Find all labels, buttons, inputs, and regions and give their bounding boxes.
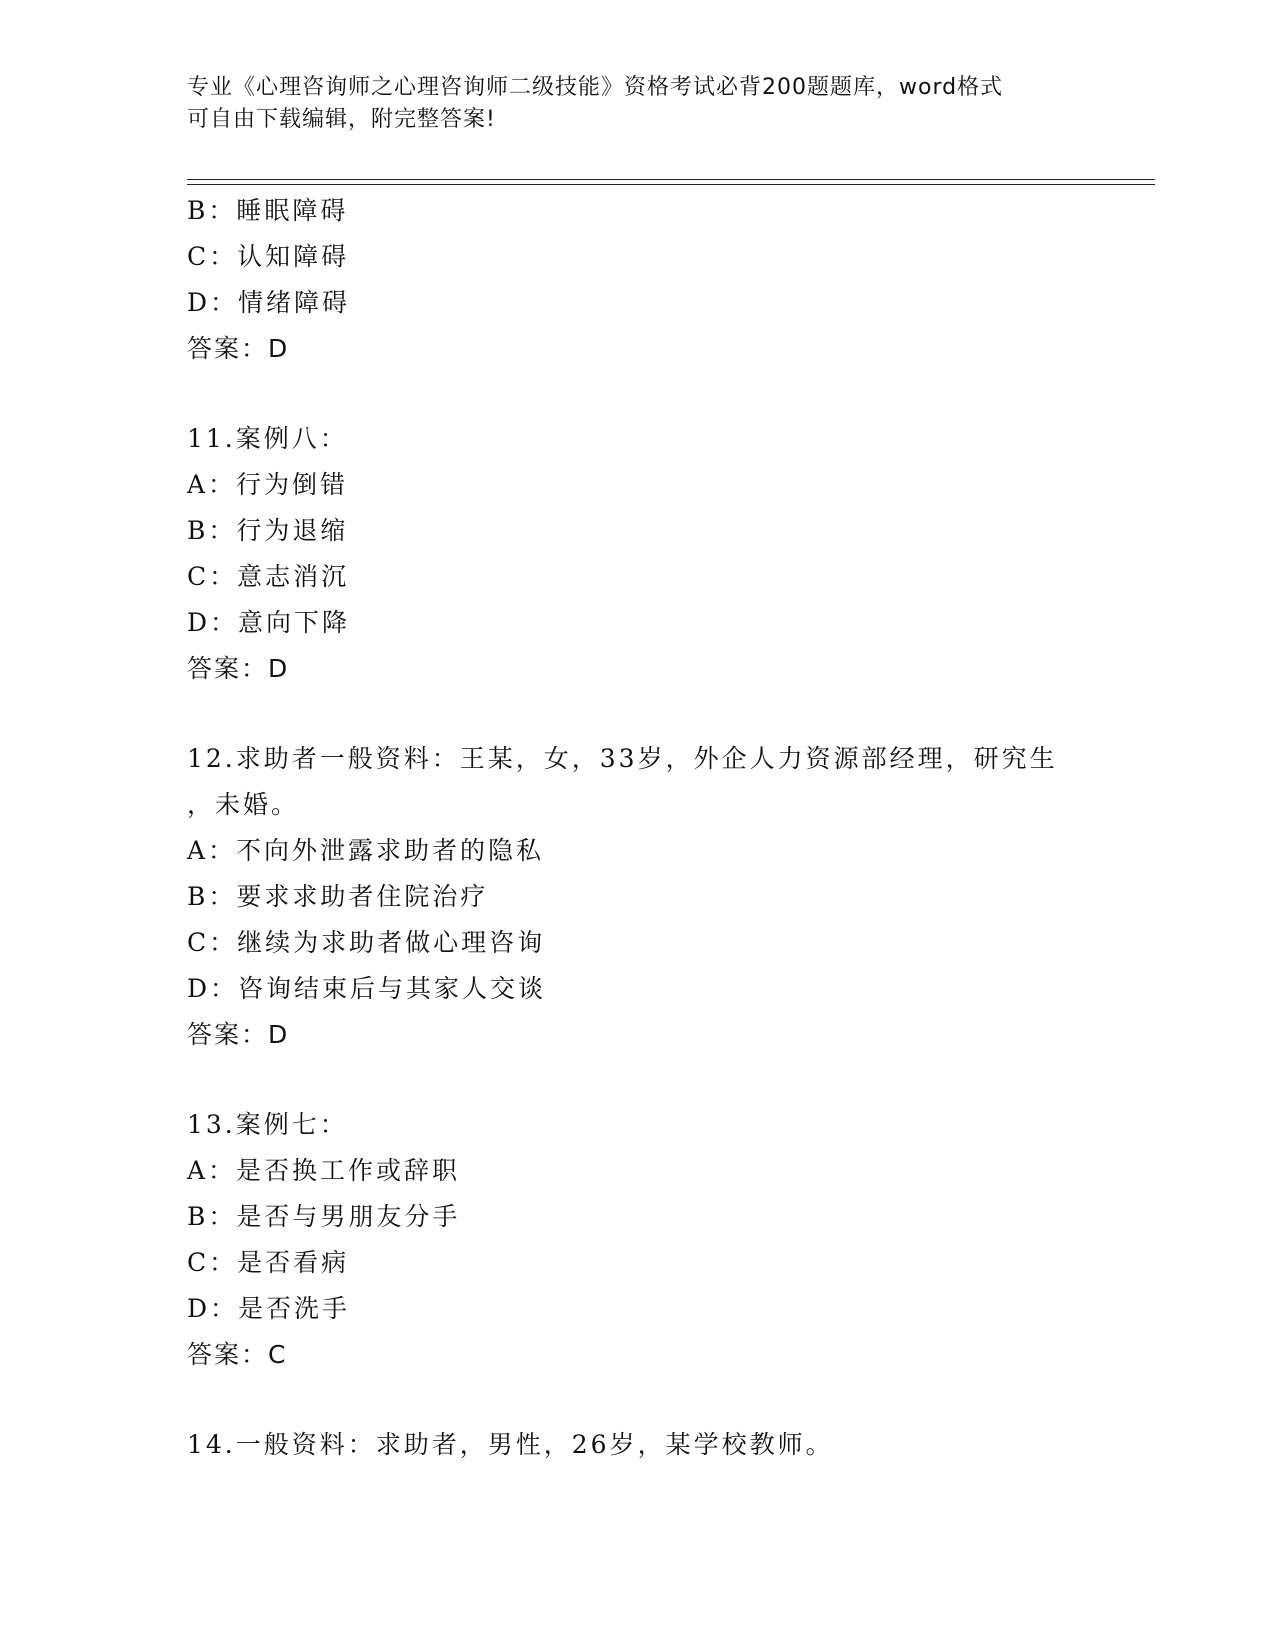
- option-b: B：是否与男朋友分手: [187, 1202, 461, 1231]
- option-c: C：是否看病: [187, 1248, 350, 1277]
- option-d: D：意向下降: [187, 608, 351, 637]
- question-13: [187, 1102, 1167, 1378]
- option-b: B：行为退缩: [187, 516, 349, 545]
- option-b: B：要求求助者住院治疗: [187, 882, 489, 911]
- question-text-continued: ，未婚。: [187, 790, 300, 819]
- question-text: 14.一般资料：求助者，男性，26岁，某学校教师。: [187, 1430, 834, 1459]
- question-spacer: [187, 1378, 1167, 1422]
- question-spacer: [187, 372, 1167, 416]
- document-header: [187, 72, 1067, 136]
- option-a: A：是否换工作或辞职: [187, 1156, 461, 1185]
- option-b: B：睡眠障碍: [187, 196, 349, 225]
- question-12: [187, 736, 1167, 1058]
- question-10-continued: [187, 188, 1167, 372]
- option-a: A：行为倒错: [187, 470, 349, 499]
- question-11: [187, 416, 1167, 692]
- answer-label: 答案：D: [187, 1020, 290, 1049]
- answer-label: 答案：D: [187, 654, 290, 683]
- header-divider-bottom: [187, 184, 1155, 185]
- header-divider-top: [187, 179, 1155, 180]
- header-title-line-2: 可自由下载编辑，附完整答案!: [187, 107, 496, 132]
- option-c: C：意志消沉: [187, 562, 350, 591]
- question-list: [187, 188, 1167, 1468]
- option-c: C：认知障碍: [187, 242, 350, 271]
- option-d: D：是否洗手: [187, 1294, 351, 1323]
- question-14: [187, 1422, 1167, 1468]
- question-spacer: [187, 692, 1167, 736]
- answer-label: 答案：C: [187, 1340, 288, 1369]
- header-title-line-1: 专业《心理咨询师之心理咨询师二级技能》资格考试必背200题题库，word格式: [187, 75, 1004, 100]
- question-text: 11.案例八：: [187, 424, 348, 453]
- option-d: D：咨询结束后与其家人交谈: [187, 974, 547, 1003]
- question-text: 12.求助者一般资料：王某，女，33岁，外企人力资源部经理，研究生: [187, 744, 1058, 773]
- answer-label: 答案：D: [187, 334, 290, 363]
- question-spacer: [187, 1058, 1167, 1102]
- option-a: A：不向外泄露求助者的隐私: [187, 836, 545, 865]
- question-text: 13.案例七：: [187, 1110, 348, 1139]
- option-c: C：继续为求助者做心理咨询: [187, 928, 546, 957]
- option-d: D：情绪障碍: [187, 288, 351, 317]
